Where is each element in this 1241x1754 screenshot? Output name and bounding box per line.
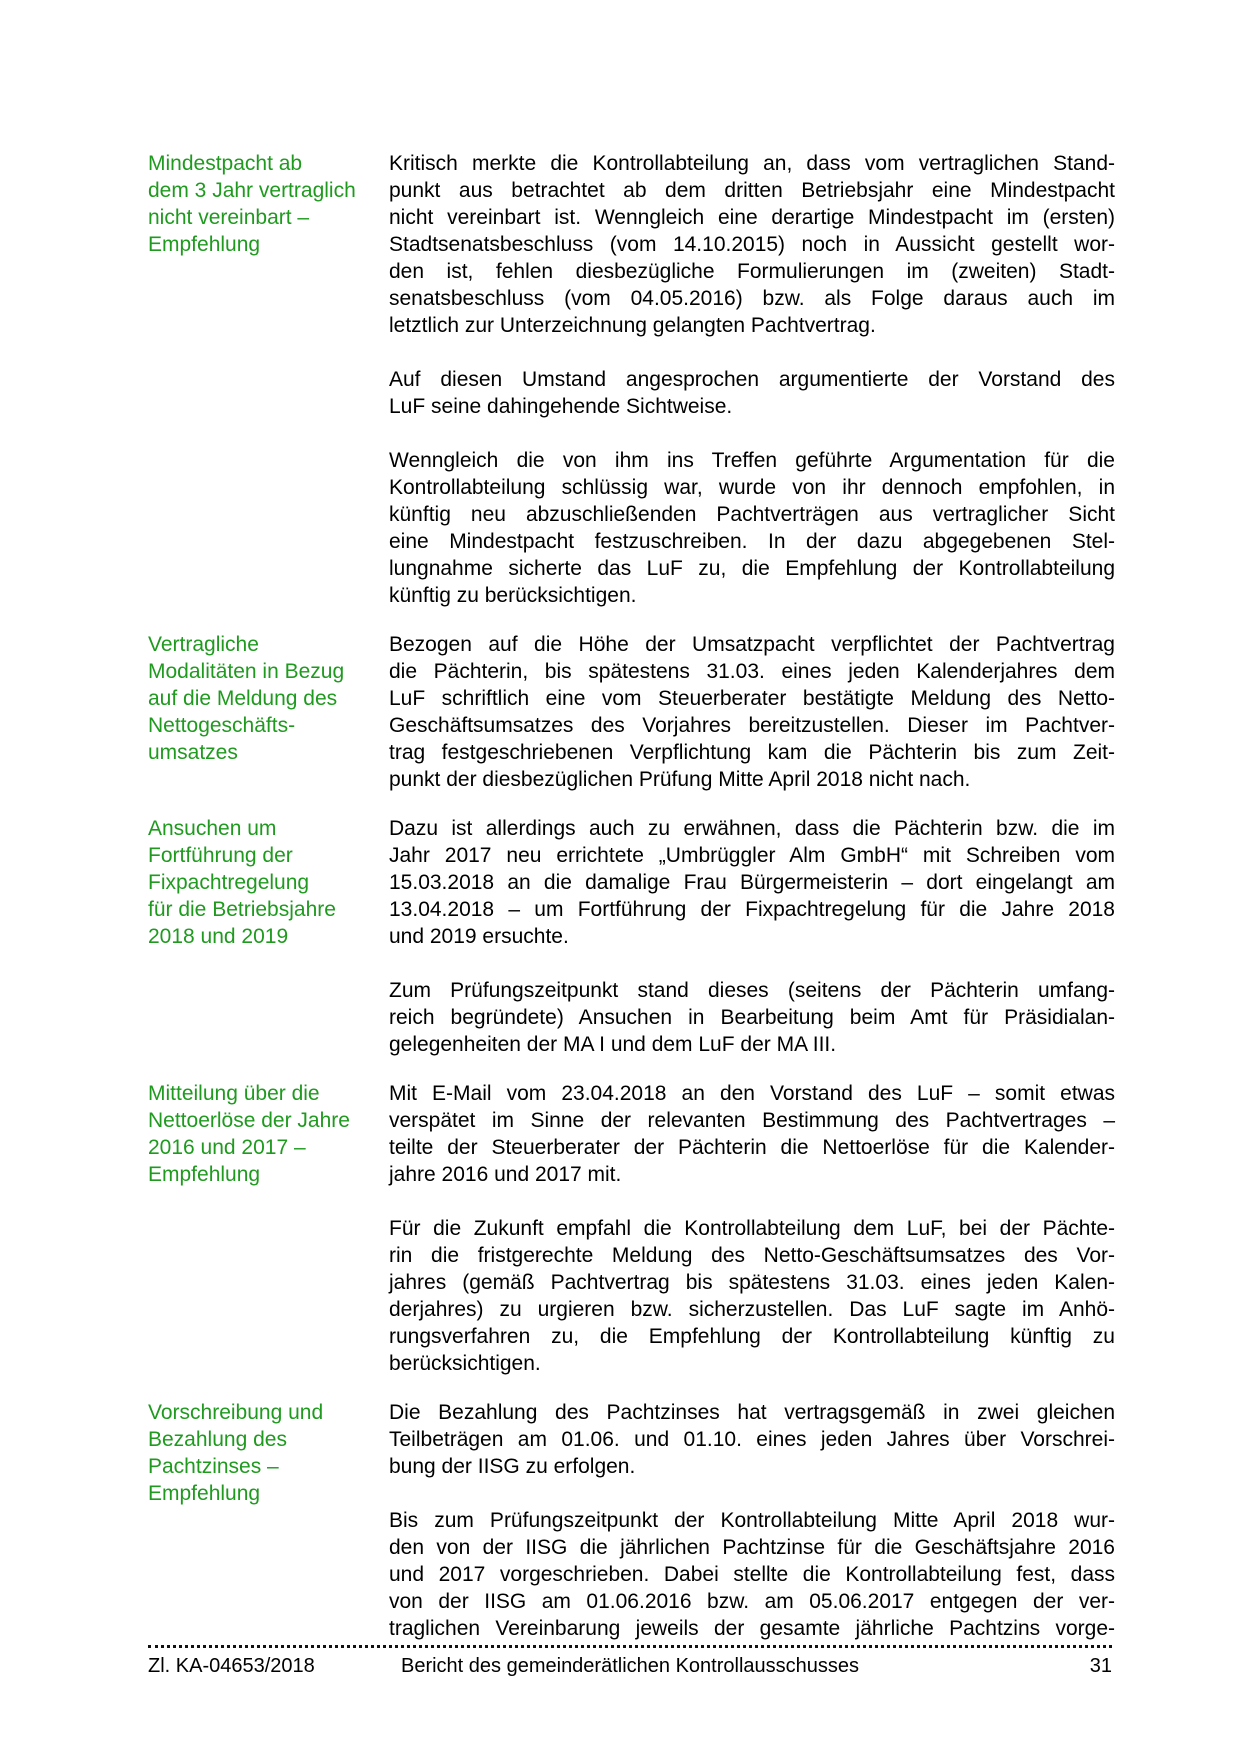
paragraph-line: LuF seine dahingehende Sichtweise. xyxy=(389,395,733,418)
margin-note-line: Mitteilung über die xyxy=(148,1082,320,1105)
page-footer xyxy=(148,1645,1112,1678)
paragraph-line: den ist, fehlen diesbezügliche Formulierungen im (zweiten) Stadt- xyxy=(389,260,1115,283)
paragraph-line: Kritisch merkte die Kontrollabteilung an, dass vom vertraglichen Stand- xyxy=(389,152,1115,175)
report-section xyxy=(148,815,1115,1058)
body-paragraph xyxy=(389,366,1115,420)
paragraph-line: Jahr 2017 neu errichtete „Umbrüggler Alm GmbH“ mit Schreiben vom xyxy=(389,844,1115,867)
margin-note-line: Vertragliche xyxy=(148,633,259,656)
paragraph-line: künftig neu abzuschließenden Pachtverträgen aus vertraglicher Sicht xyxy=(389,503,1115,526)
margin-note-line: Ansuchen um xyxy=(148,817,277,840)
paragraph-line: jahre 2016 und 2017 mit. xyxy=(389,1163,622,1186)
margin-note-line: 2018 und 2019 xyxy=(148,925,289,948)
paragraph-line: derjahres) zu urgieren bzw. sicherzustellen. Das LuF sagte im Anhö- xyxy=(389,1298,1115,1321)
report-content xyxy=(148,150,1115,1642)
paragraph-line: jahres (gemäß Pachtvertrag bis spätestens 31.03. eines jeden Kalen- xyxy=(389,1271,1115,1294)
paragraph-line: die Pächterin, bis spätestens 31.03. eines jeden Kalenderjahres dem xyxy=(389,660,1115,683)
margin-note-line: Fortführung der xyxy=(148,844,293,867)
footer-reference-number: Zl. KA-04653/2018 xyxy=(148,1655,315,1677)
paragraph-line: punkt aus betrachtet ab dem dritten Betriebsjahr eine Mindestpacht xyxy=(389,179,1115,202)
paragraph-line: traglichen Vereinbarung jeweils der gesamte jährliche Pachtzins vorge- xyxy=(389,1617,1115,1640)
body-paragraph xyxy=(389,815,1115,950)
paragraph-line: gelegenheiten der MA I und dem LuF der MA III. xyxy=(389,1033,837,1056)
margin-note xyxy=(148,1399,389,1507)
paragraph-line: Bis zum Prüfungszeitpunkt der Kontrollabteilung Mitte April 2018 wur- xyxy=(389,1509,1115,1532)
margin-note-line: umsatzes xyxy=(148,741,238,764)
margin-note-line: Empfehlung xyxy=(148,1163,261,1186)
margin-note-line: Pachtzinses – xyxy=(148,1455,279,1478)
paragraph-line: Teilbeträgen am 01.06. und 01.10. eines jeden Jahres über Vorschrei- xyxy=(389,1428,1115,1451)
body-column xyxy=(389,1399,1115,1642)
paragraph-line: trag festgeschriebenen Verpflichtung kam die Pächterin bis zum Zeit- xyxy=(389,741,1115,764)
paragraph-line: und 2017 vorgeschrieben. Dabei stellte die Kontrollabteilung fest, dass xyxy=(389,1563,1115,1586)
paragraph-line: teilte der Steuerberater der Pächterin die Nettoerlöse für die Kalender- xyxy=(389,1136,1115,1159)
report-section xyxy=(148,150,1115,609)
paragraph-line: Stadtsenatsbeschluss (vom 14.10.2015) noch in Aussicht gestellt wor- xyxy=(389,233,1115,256)
body-paragraph xyxy=(389,447,1115,609)
paragraph-line: Für die Zukunft empfahl die Kontrollabteilung dem LuF, bei der Pächte- xyxy=(389,1217,1115,1240)
margin-note-line: Fixpachtregelung xyxy=(148,871,310,894)
paragraph-line: eine Mindestpacht festzuschreiben. In der dazu abgegebenen Stel- xyxy=(389,530,1115,553)
margin-note-line: Bezahlung des xyxy=(148,1428,287,1451)
body-column xyxy=(389,150,1115,609)
body-paragraph xyxy=(389,1080,1115,1188)
margin-note-line: Nettoerlöse der Jahre xyxy=(148,1109,350,1132)
margin-note xyxy=(148,1080,389,1188)
paragraph-line: den von der IISG die jährlichen Pachtzinse für die Geschäftsjahre 2016 xyxy=(389,1536,1115,1559)
footer-page-number: 31 xyxy=(1089,1655,1112,1677)
footer-divider xyxy=(148,1645,1112,1648)
paragraph-line: berücksichtigen. xyxy=(389,1352,541,1375)
paragraph-line: Zum Prüfungszeitpunkt stand dieses (seitens der Pächterin umfang- xyxy=(389,979,1115,1002)
body-paragraph xyxy=(389,631,1115,793)
margin-note xyxy=(148,150,389,258)
margin-note-line: Modalitäten in Bezug xyxy=(148,660,345,683)
margin-note-line: auf die Meldung des xyxy=(148,687,338,710)
margin-note-line: Empfehlung xyxy=(148,233,261,256)
paragraph-line: rungsverfahren zu, die Empfehlung der Kontrollabteilung künftig zu xyxy=(389,1325,1115,1348)
paragraph-line: reich begründete) Ansuchen in Bearbeitung beim Amt für Präsidialan- xyxy=(389,1006,1115,1029)
paragraph-line: verspätet im Sinne der relevanten Bestimmung des Pachtvertrages – xyxy=(389,1109,1115,1132)
paragraph-line: Wenngleich die von ihm ins Treffen geführte Argumentation für die xyxy=(389,449,1115,472)
paragraph-line: senatsbeschluss (vom 04.05.2016) bzw. als Folge daraus auch im xyxy=(389,287,1115,310)
paragraph-line: von der IISG am 01.06.2016 bzw. am 05.06.2017 entgegen der ver- xyxy=(389,1590,1115,1613)
margin-note-line: nicht vereinbart – xyxy=(148,206,310,229)
paragraph-line: Geschäftsumsatzes des Vorjahres bereitzustellen. Dieser im Pachtver- xyxy=(389,714,1115,737)
paragraph-line: punkt der diesbezüglichen Prüfung Mitte April 2018 nicht nach. xyxy=(389,768,971,791)
margin-note-line: 2016 und 2017 – xyxy=(148,1136,306,1159)
margin-note-line: Vorschreibung und xyxy=(148,1401,324,1424)
margin-note-line: Nettogeschäfts- xyxy=(148,714,296,737)
paragraph-line: Dazu ist allerdings auch zu erwähnen, dass die Pächterin bzw. die im xyxy=(389,817,1115,840)
paragraph-line: Kontrollabteilung schlüssig war, wurde von ihr dennoch empfohlen, in xyxy=(389,476,1115,499)
paragraph-line: Bezogen auf die Höhe der Umsatzpacht verpflichtet der Pachtvertrag xyxy=(389,633,1115,656)
paragraph-line: bung der IISG zu erfolgen. xyxy=(389,1455,636,1478)
paragraph-line: letztlich zur Unterzeichnung gelangten Pachtvertrag. xyxy=(389,314,876,337)
margin-note xyxy=(148,631,389,766)
margin-note xyxy=(148,815,389,950)
margin-note-line: für die Betriebsjahre xyxy=(148,898,336,921)
paragraph-line: künftig zu berücksichtigen. xyxy=(389,584,637,607)
body-paragraph xyxy=(389,1399,1115,1480)
paragraph-line: und 2019 ersuchte. xyxy=(389,925,569,948)
report-section xyxy=(148,1080,1115,1377)
paragraph-line: Die Bezahlung des Pachtzinses hat vertragsgemäß in zwei gleichen xyxy=(389,1401,1115,1424)
footer-report-title: Bericht des gemeinderätlichen Kontrollausschusses xyxy=(400,1655,860,1677)
paragraph-line: 13.04.2018 – um Fortführung der Fixpachtregelung für die Jahre 2018 xyxy=(389,898,1115,921)
paragraph-line: Mit E-Mail vom 23.04.2018 an den Vorstand des LuF – somit etwas xyxy=(389,1082,1115,1105)
paragraph-line: lungnahme sicherte das LuF zu, die Empfehlung der Kontrollabteilung xyxy=(389,557,1115,580)
margin-note-line: Mindestpacht ab xyxy=(148,152,303,175)
body-paragraph xyxy=(389,977,1115,1058)
body-paragraph xyxy=(389,1215,1115,1377)
body-column xyxy=(389,1080,1115,1377)
body-paragraph xyxy=(389,1507,1115,1642)
report-section xyxy=(148,631,1115,793)
footer-row xyxy=(148,1654,1112,1678)
body-column xyxy=(389,631,1115,793)
paragraph-line: LuF schriftlich eine vom Steuerberater bestätigte Meldung des Netto- xyxy=(389,687,1115,710)
paragraph-line: nicht vereinbart ist. Wenngleich eine derartige Mindestpacht im (ersten) xyxy=(389,206,1115,229)
paragraph-line: Auf diesen Umstand angesprochen argumentierte der Vorstand des xyxy=(389,368,1115,391)
paragraph-line: 15.03.2018 an die damalige Frau Bürgermeisterin – dort eingelangt am xyxy=(389,871,1115,894)
body-paragraph xyxy=(389,150,1115,339)
margin-note-line: Empfehlung xyxy=(148,1482,261,1505)
paragraph-line: rin die fristgerechte Meldung des Netto-Geschäftsumsatzes des Vor- xyxy=(389,1244,1115,1267)
body-column xyxy=(389,815,1115,1058)
report-section xyxy=(148,1399,1115,1642)
margin-note-line: dem 3 Jahr vertraglich xyxy=(148,179,356,202)
